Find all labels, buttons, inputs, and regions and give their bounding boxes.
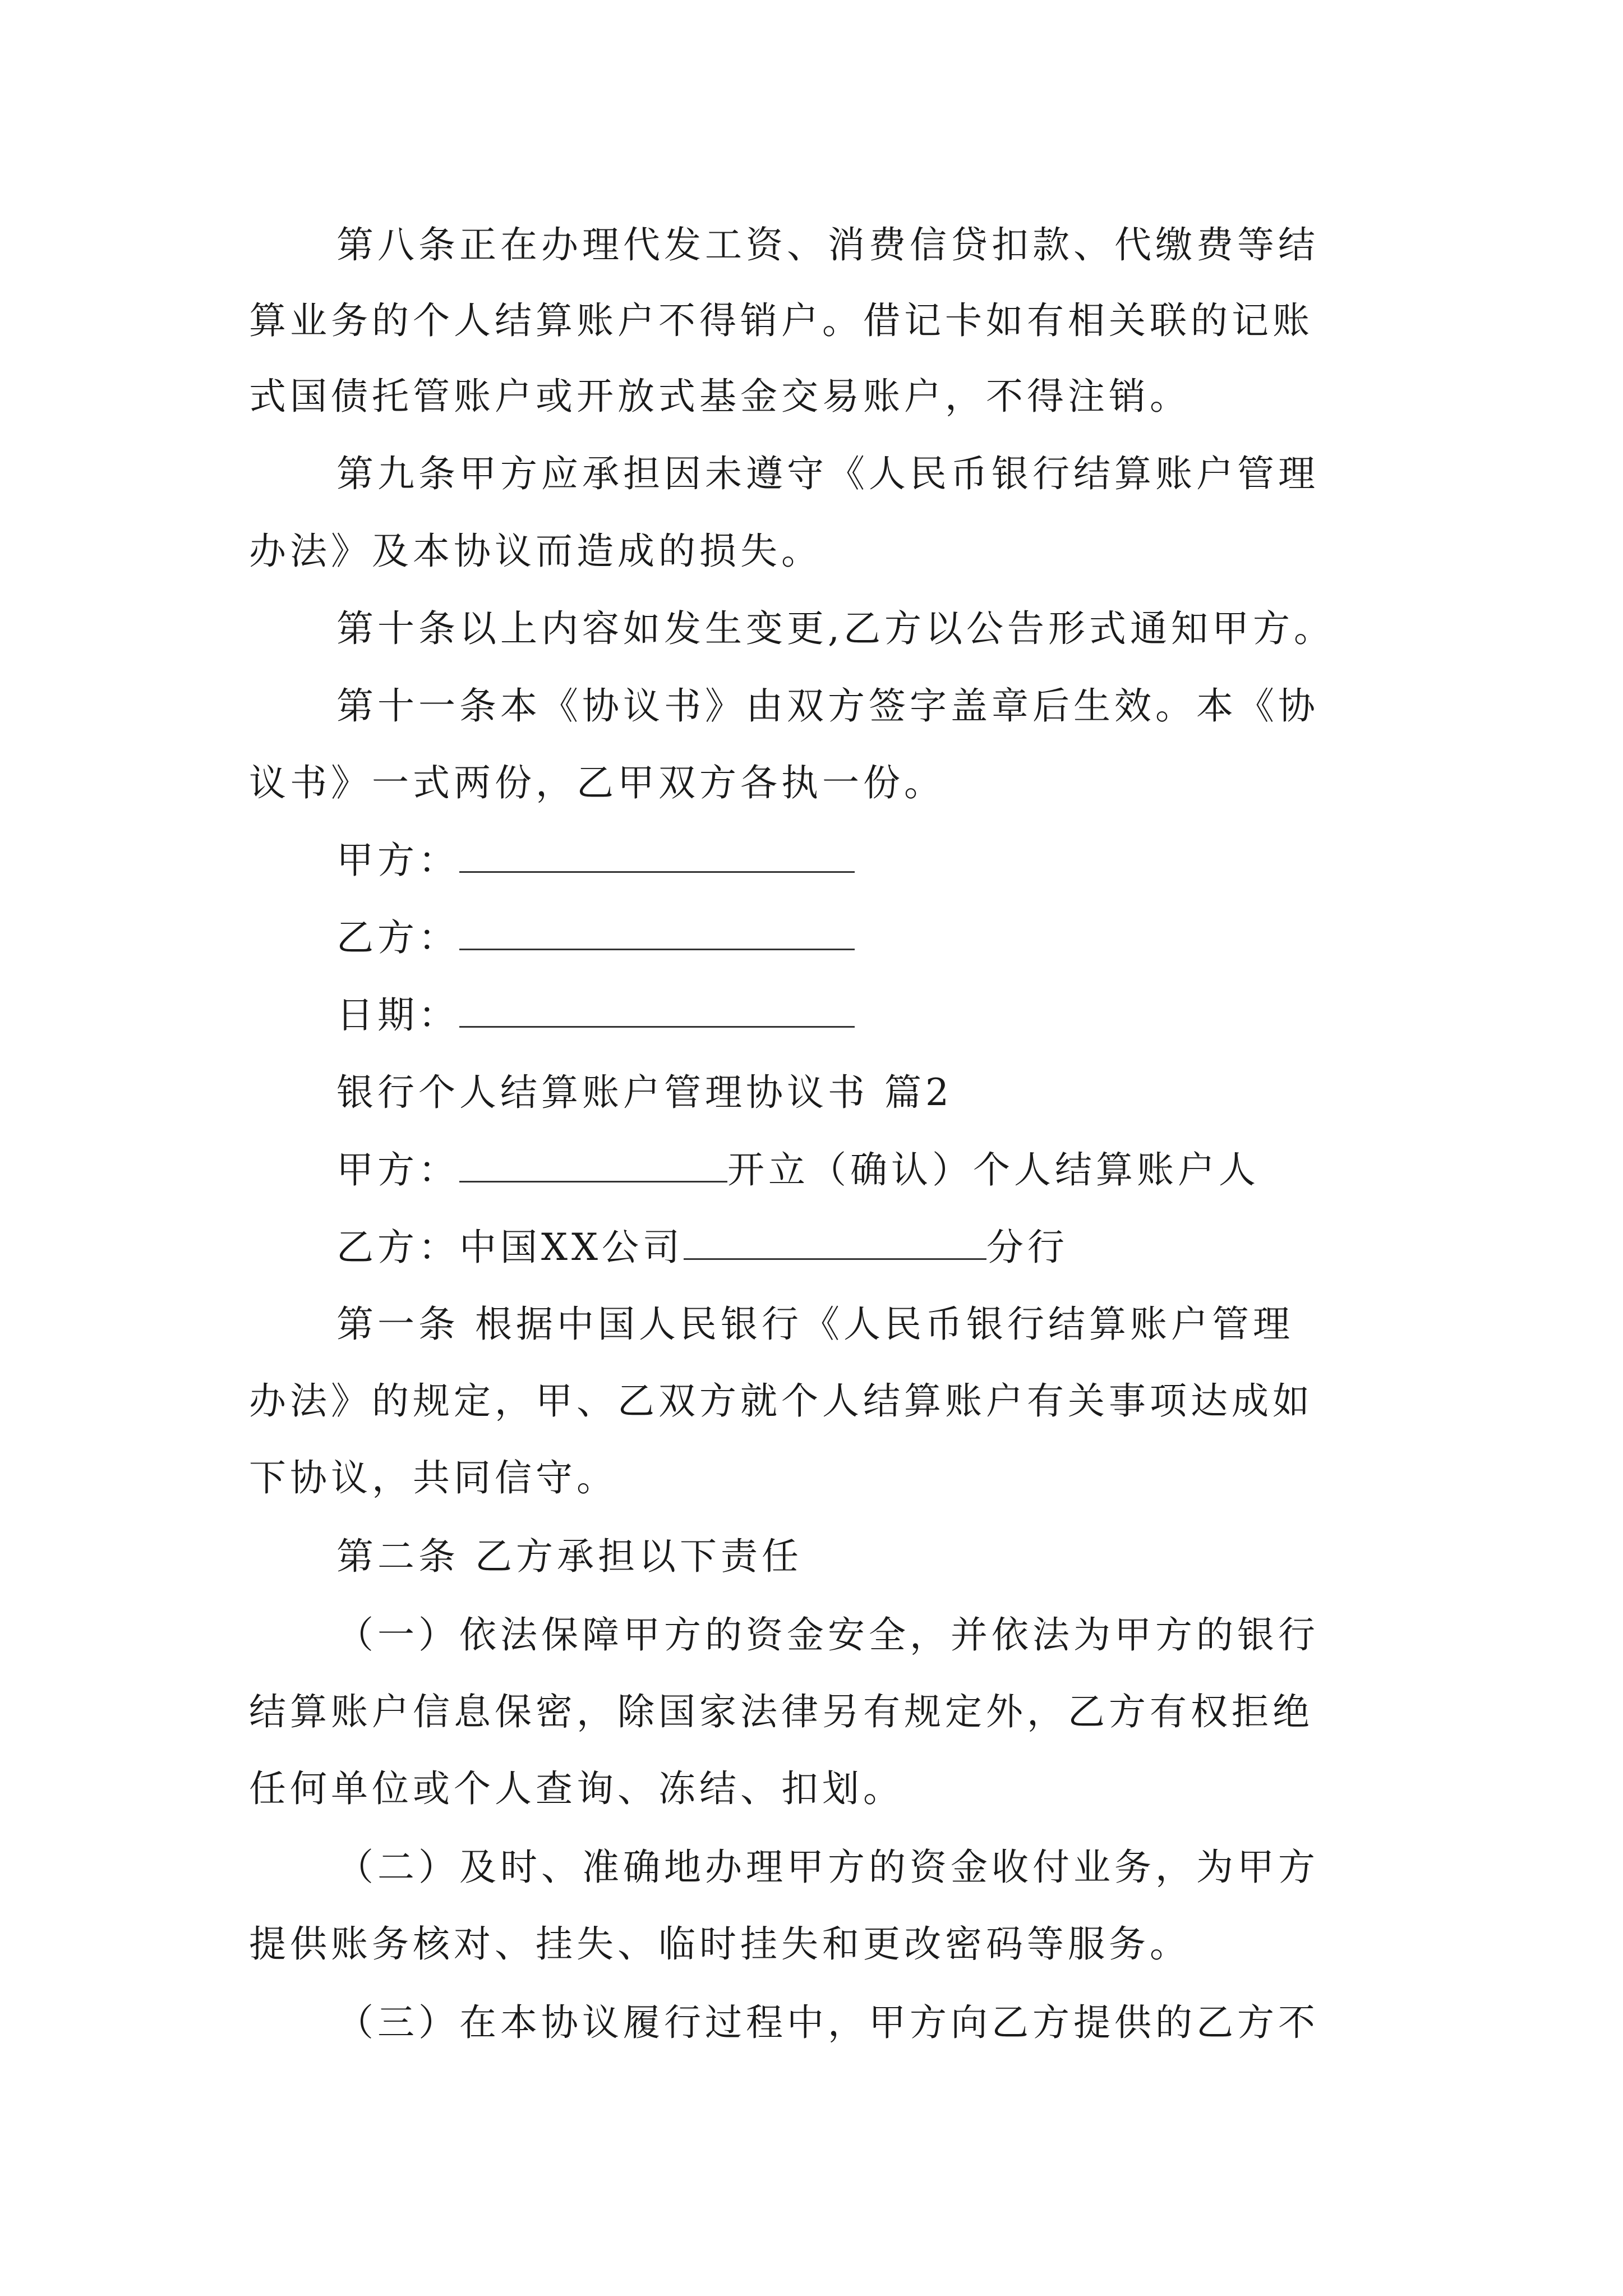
signature-label: 乙方：	[336, 916, 459, 959]
paragraph-line: 提供账务核对、挂失、临时挂失和更改密码等服务。	[249, 1922, 1191, 1966]
party-b-suffix: 分行	[986, 1226, 1068, 1269]
signature-blank-party-a[interactable]	[459, 836, 855, 873]
party-a-blank[interactable]	[459, 1146, 727, 1182]
paragraph-line: 式国债托管账户或开放式基金交易账户，不得注销。	[249, 375, 1191, 418]
signature-label: 日期：	[336, 993, 459, 1037]
signature-party-b	[336, 913, 855, 963]
signature-label: 甲方：	[336, 839, 459, 882]
party-b-line	[336, 1222, 1068, 1273]
paragraph-line: 议书》一式两份，乙甲双方各执一份。	[249, 761, 945, 804]
paragraph-line: （一）依法保障甲方的资金安全，并依法为甲方的银行	[336, 1613, 1319, 1657]
paragraph-line: 办法》及本协议而造成的损失。	[249, 530, 822, 573]
paragraph-line: 第一条 根据中国人民银行《人民币银行结算账户管理	[336, 1303, 1294, 1346]
paragraph-line: 第二条 乙方承担以下责任	[336, 1535, 803, 1578]
paragraph-line: （三）在本协议履行过程中，甲方向乙方提供的乙方不	[336, 2001, 1319, 2044]
paragraph-line: 算业务的个人结算账户不得销户。借记卡如有相关联的记账	[249, 299, 1313, 342]
party-a-suffix: 开立（确认）个人结算账户人	[727, 1148, 1260, 1191]
paragraph-line: 结算账户信息保密，除国家法律另有规定外，乙方有权拒绝	[249, 1690, 1313, 1733]
paragraph-line: 第十条以上内容如发生变更,乙方以公告形式通知甲方。	[336, 607, 1335, 650]
party-b-label: 乙方：中国XX公司	[336, 1226, 684, 1269]
paragraph-line: 办法》的规定，甲、乙双方就个人结算账户有关事项达成如	[249, 1379, 1313, 1423]
paragraph-line: 第十一条本《协议书》由双方签字盖章后生效。本《协	[336, 684, 1319, 728]
party-a-label: 甲方：	[336, 1148, 459, 1191]
party-b-blank[interactable]	[684, 1223, 986, 1260]
party-a-line	[336, 1145, 1260, 1195]
section-title: 银行个人结算账户管理协议书 篇2	[336, 1071, 953, 1114]
signature-party-a	[336, 835, 855, 886]
paragraph-line: （二）及时、准确地办理甲方的资金收付业务，为甲方	[336, 1846, 1319, 1889]
signature-blank-party-b[interactable]	[459, 914, 855, 950]
signature-date	[336, 990, 855, 1041]
paragraph-line: 第八条正在办理代发工资、消费信贷扣款、代缴费等结	[336, 223, 1319, 266]
paragraph-line: 第九条甲方应承担因未遵守《人民币银行结算账户管理	[336, 452, 1319, 495]
signature-blank-date[interactable]	[459, 991, 855, 1028]
paragraph-line: 任何单位或个人查询、冻结、扣划。	[249, 1767, 904, 1810]
paragraph-line: 下协议，共同信守。	[249, 1456, 617, 1499]
